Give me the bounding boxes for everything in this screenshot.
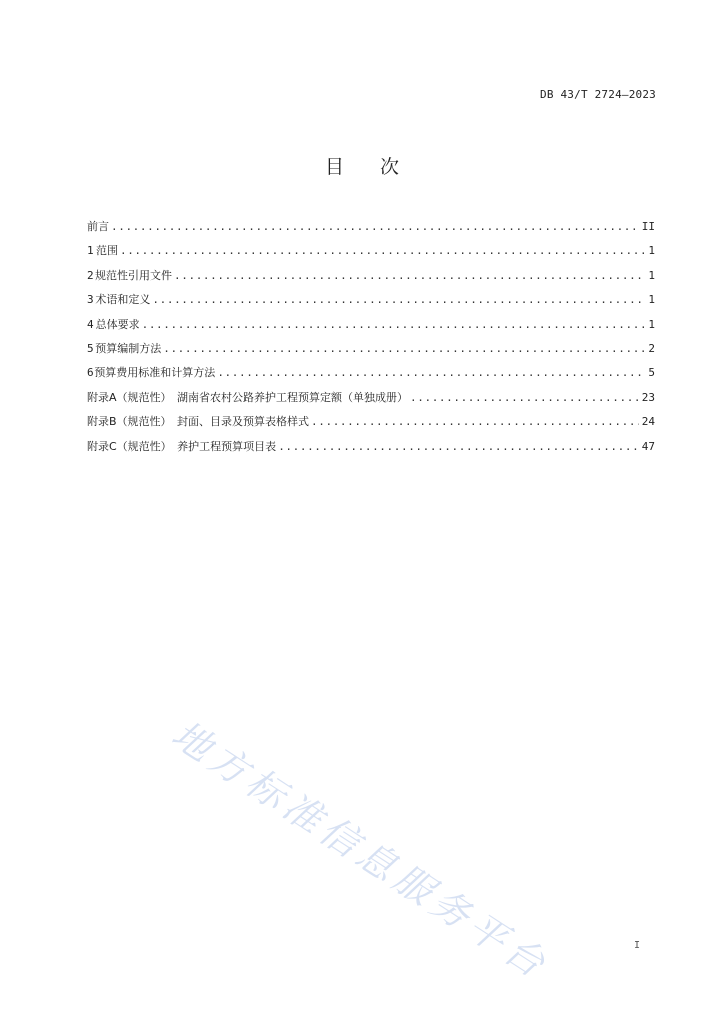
toc-entry-text: 预算编制方法 bbox=[95, 341, 162, 355]
toc-entry-general-requirements[interactable] bbox=[87, 313, 655, 337]
toc-entry-scope[interactable] bbox=[87, 239, 655, 263]
toc-entry-normative-references[interactable] bbox=[87, 264, 655, 288]
toc-entry-appendix-a[interactable] bbox=[87, 386, 655, 410]
toc-entry-text: 附录A（规范性） 湖南省农村公路养护工程预算定额（单独成册） bbox=[87, 390, 409, 404]
toc-leader-dots bbox=[278, 435, 639, 459]
doc-code: DB 43/T 2724—2023 bbox=[540, 88, 656, 101]
watermark: 地方标准信息服务平台 bbox=[164, 711, 558, 989]
toc-leader-dots bbox=[152, 288, 645, 312]
toc-entry-text: 预算费用标准和计算方法 bbox=[94, 366, 216, 380]
toc-entry-number: 5 bbox=[87, 341, 94, 355]
toc-entry-page: 1 bbox=[648, 317, 655, 331]
toc-entry-text: 总体要求 bbox=[95, 317, 140, 331]
toc-entry-appendix-b[interactable] bbox=[87, 410, 655, 434]
toc-entry-foreword[interactable] bbox=[87, 215, 655, 239]
toc-entry-text: 前言 bbox=[87, 220, 109, 233]
toc-entry-terms-definitions[interactable] bbox=[87, 288, 655, 312]
toc-entry-cost-standards[interactable] bbox=[87, 361, 655, 385]
toc-list bbox=[87, 215, 655, 459]
toc-entry-number: 1 bbox=[87, 244, 94, 258]
toc-entry-appendix-c[interactable] bbox=[87, 435, 655, 459]
toc-leader-dots bbox=[142, 313, 646, 337]
toc-entry-number: 3 bbox=[87, 293, 94, 307]
toc-entry-number: 2 bbox=[87, 268, 94, 282]
toc-leader-dots bbox=[217, 361, 645, 385]
toc-entry-page: 2 bbox=[648, 341, 655, 355]
toc-entry-page: 5 bbox=[648, 366, 655, 380]
toc-entry-page: 1 bbox=[648, 268, 655, 282]
page-number: I bbox=[634, 940, 641, 951]
toc-entry-text: 术语和定义 bbox=[95, 293, 151, 307]
toc-entry-text: 附录C（规范性） 养护工程预算项目表 bbox=[87, 439, 277, 453]
toc-entry-page: 1 bbox=[648, 293, 655, 307]
toc-leader-dots bbox=[120, 239, 645, 263]
toc-leader-dots bbox=[174, 264, 645, 288]
toc-leader-dots bbox=[410, 386, 639, 410]
toc-entry-text: 规范性引用文件 bbox=[95, 268, 173, 282]
toc-entry-number: 4 bbox=[87, 317, 94, 331]
toc-entry-text: 范围 bbox=[95, 244, 118, 258]
page-title bbox=[0, 152, 724, 179]
toc-entry-budget-method[interactable] bbox=[87, 337, 655, 361]
toc-leader-dots bbox=[163, 337, 645, 361]
toc-entry-page: II bbox=[641, 220, 655, 233]
toc-entry-number: 6 bbox=[87, 366, 94, 380]
toc-entry-page: 24 bbox=[641, 415, 655, 429]
toc-leader-dots bbox=[311, 410, 639, 434]
toc-leader-dots bbox=[111, 215, 639, 239]
toc-entry-page: 1 bbox=[648, 244, 655, 258]
title-char-right: 次 bbox=[380, 156, 400, 178]
toc-entry-text: 附录B（规范性） 封面、目录及预算表格样式 bbox=[87, 415, 310, 429]
title-char-left: 目 bbox=[324, 156, 344, 178]
toc-entry-page: 47 bbox=[641, 439, 655, 453]
toc-entry-page: 23 bbox=[641, 390, 655, 404]
